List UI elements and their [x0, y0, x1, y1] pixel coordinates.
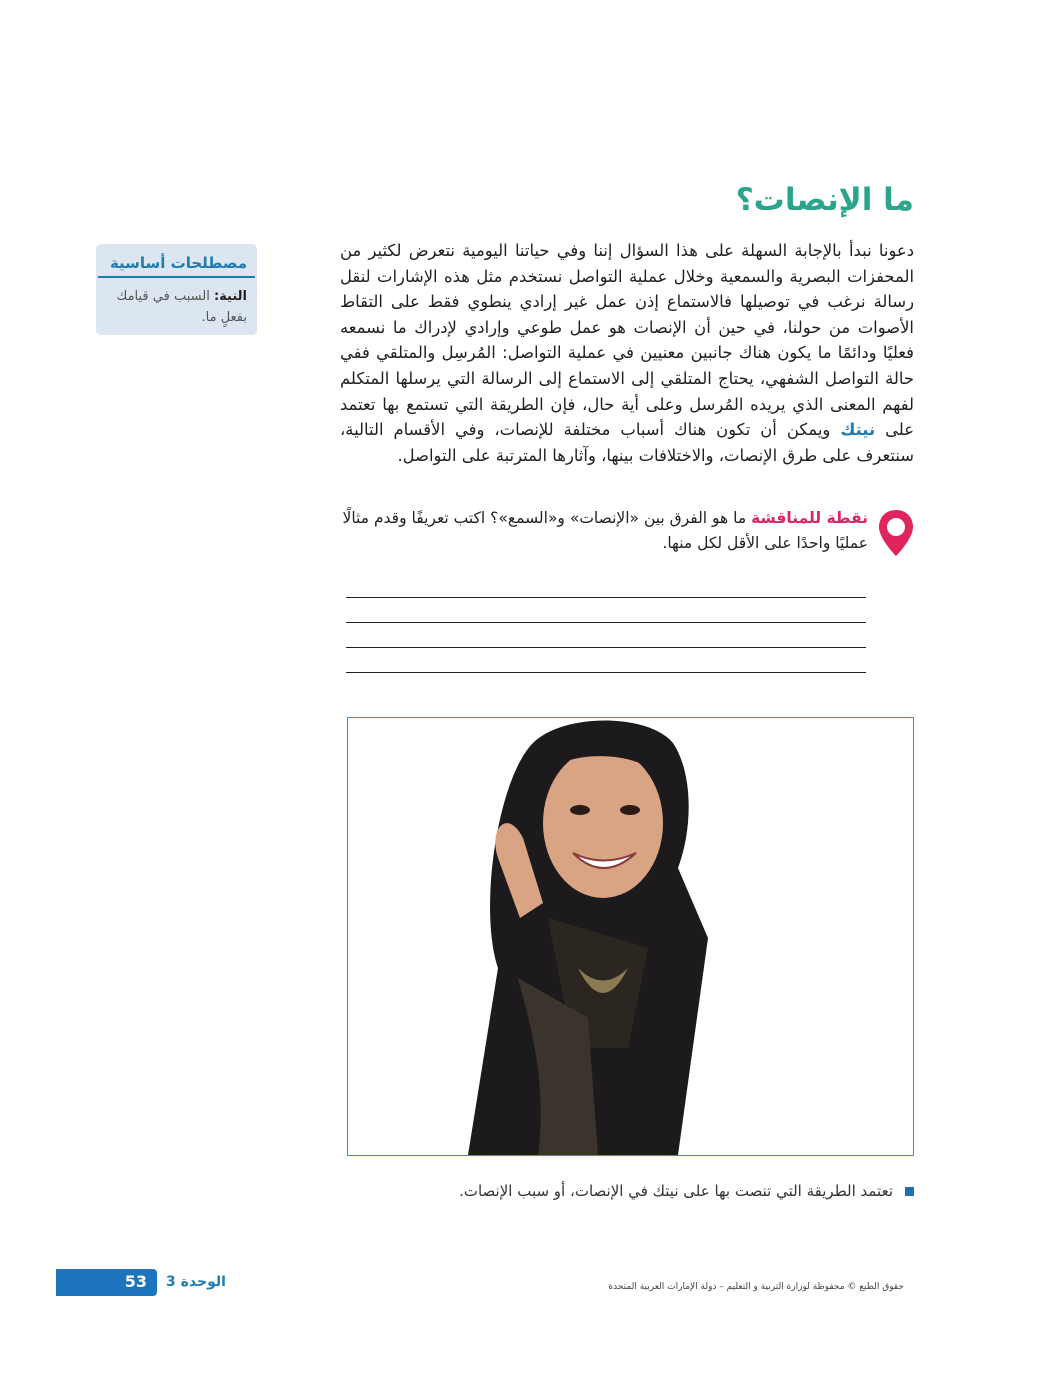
page-number: 53 [124, 1272, 147, 1291]
square-bullet-icon [905, 1187, 914, 1196]
intention-highlight: نيتك [840, 420, 876, 440]
answer-line[interactable] [346, 672, 866, 673]
copyright-notice: حقوق الطبع © محفوظة لوزارة التربية و التعليم – دولة الإمارات العربية المتحدة [608, 1282, 904, 1292]
key-terms-box [96, 244, 257, 335]
location-pin-icon [876, 508, 916, 558]
discussion-label: نقطة للمناقشة [751, 509, 868, 527]
photo-caption [354, 1179, 914, 1203]
key-term-text: السبب في قيامك بفعلٍ ما. [116, 289, 247, 325]
listening-woman-photo [347, 717, 914, 1156]
answer-line[interactable] [346, 622, 866, 623]
body-intro: دعونا نبدأ بالإجابة السهلة على هذا السؤال إننا وفي حياتنا اليومية نتعرض لكثير من المحفزات البصرية والسمعية وخلال عملية التواصل نستخدم مثل هذه الإشارات لنقل رسالة نرغب في توصيلها فالاستماع إذن عمل غير إرادي ينطوي فقط على التقاط الأصوات من حولنا، في حين أن الإنصات هو عمل طوعي وإرادي لإدراك ما نسمعه فعليًا ودائمًا ما يكون هناك جانبين معنيين في عملية التواصل: المُرسِل والمتلقي ففي حالة التواصل الشفهي، يحتاج المتلقي إلى الاستماع إلى الرسالة التي يرسلها المتكلم لفهم المعنى الذي يريده المُرسل وعلى أية حال، فإن الطريقة التي تستمع بها تعتمد على [340, 241, 914, 440]
answer-line[interactable] [346, 647, 866, 648]
discussion-point [340, 506, 868, 556]
body-paragraph [340, 238, 914, 468]
unit-label: الوحدة 3 [166, 1274, 226, 1290]
discussion-question: ما هو الفرق بين «الإنصات» و«السمع»؟ اكتب تعريفًا وقدم مثالًا عمليًا واحدًا على الأقل لكل منها. [342, 509, 868, 552]
answer-line[interactable] [346, 597, 866, 598]
key-terms-divider [98, 276, 255, 278]
page-number-bar [56, 1269, 157, 1296]
key-terms-heading: مصطلحات أساسية [109, 254, 247, 272]
page-title: ما الإنصات؟ [735, 182, 914, 218]
caption-text: تعتمد الطريقة التي تنصت بها على نيتك في الإنصات، أو سبب الإنصات. [459, 1182, 893, 1200]
key-term-word: النية: [213, 289, 247, 304]
body-outro: ويمكن أن تكون هناك أسباب مختلفة للإنصات، وفي الأقسام التالية، سنتعرف على طرق الإنصات، والاختلافات بينها، وآثارها المترتبة على التواصل. [340, 420, 914, 465]
key-term-definition [104, 286, 247, 328]
